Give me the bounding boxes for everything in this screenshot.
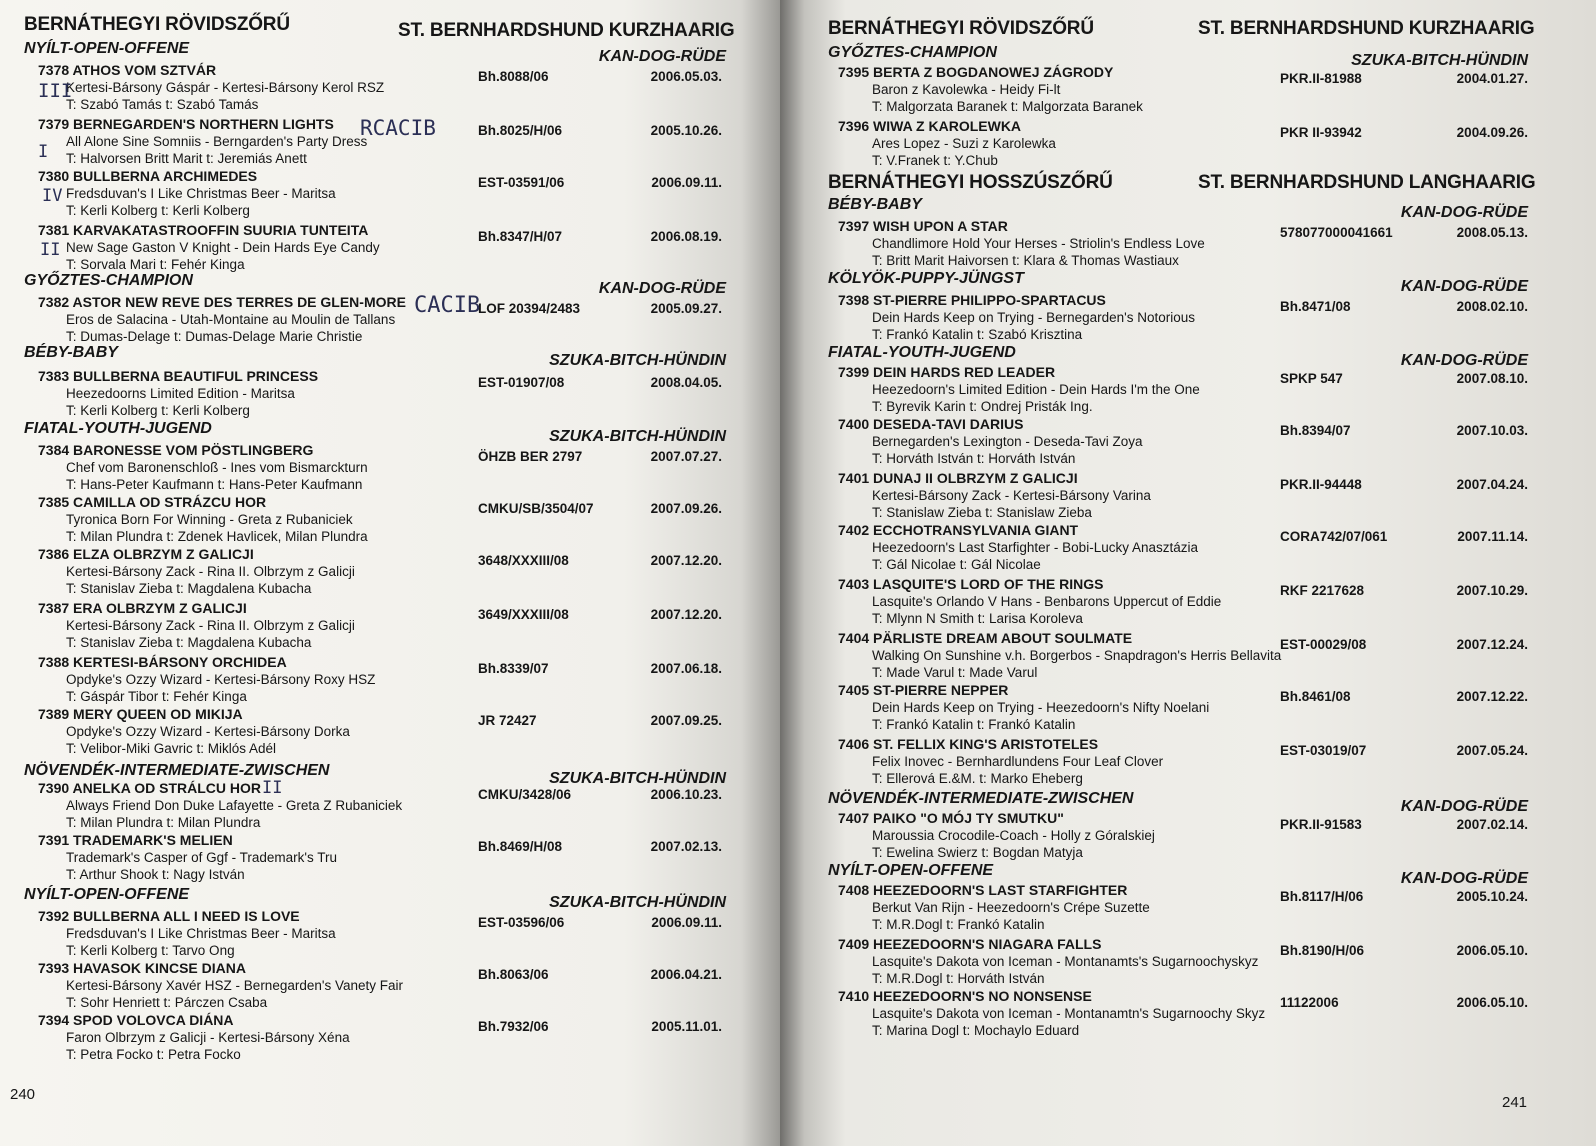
dog-name: 7391 TRADEMARK'S MELIEN: [38, 832, 233, 848]
dog-owners: T: Kerli Kolberg t: Kerli Kolberg: [66, 403, 250, 418]
birth-date: 2007.09.26.: [650, 501, 722, 516]
dog-name: 7390 ANELKA OD STRÁLCU HOR: [38, 780, 261, 796]
dog-parents: Tyronica Born For Winning - Greta z Rubaniciek: [66, 512, 353, 527]
dog-parents: Dein Hards Keep on Trying - Heezedoorn's Nifty Noelani: [872, 700, 1210, 715]
left-header-hu: BERNÁTHEGYI RÖVIDSZŐRŰ: [24, 14, 290, 35]
handwritten-mark: I: [38, 142, 49, 162]
registration-number: EST-03591/06: [478, 175, 565, 190]
dog-name: 7408 HEEZEDOORN'S LAST STARFIGHTER: [838, 882, 1128, 898]
dog-owners: T: Horváth István t: Horváth István: [872, 451, 1076, 466]
dog-name: 7400 DESEDA-TAVI DARIUS: [838, 416, 1024, 432]
handwritten-mark: II: [40, 240, 61, 260]
sex-heading: SZUKA-BITCH-HÜNDIN: [549, 428, 726, 445]
dog-name: 7382 ASTOR NEW REVE DES TERRES DE GLEN-MORE: [38, 294, 406, 310]
sex-heading: KAN-DOG-RÜDE: [598, 280, 726, 297]
birth-date: 2007.12.20.: [650, 607, 722, 622]
dog-name: 7410 HEEZEDOORN'S NO NONSENSE: [838, 988, 1092, 1004]
left-page: [0, 0, 780, 1146]
dog-name: 7406 ST. FELLIX KING'S ARISTOTELES: [838, 736, 1099, 752]
registration-number: 578077000041661: [1280, 225, 1393, 240]
dog-owners: T: Malgorzata Baranek t: Malgorzata Baranek: [872, 99, 1143, 114]
dog-owners: T: V.Franek t: Y.Chub: [872, 153, 998, 168]
birth-date: 2005.09.27.: [650, 301, 722, 316]
registration-number: EST-00029/08: [1280, 637, 1367, 652]
dog-parents: Fredsduvan's I Like Christmas Beer - Maritsa: [66, 926, 336, 941]
sex-heading: SZUKA-BITCH-HÜNDIN: [549, 894, 726, 911]
dog-owners: T: Frankó Katalin t: Szabó Krisztina: [872, 327, 1083, 342]
dog-name: 7386 ELZA OLBRZYM Z GALICJI: [38, 546, 254, 562]
class-heading: BÉBY-BABY: [828, 196, 922, 213]
dog-name: 7401 DUNAJ II OLBRZYM Z GALICJI: [838, 470, 1078, 486]
dog-name: 7388 KERTESI-BÁRSONY ORCHIDEA: [38, 654, 287, 670]
dog-parents: Kertesi-Bársony Zack - Rina II. Olbrzym z Galicji: [66, 564, 355, 579]
dog-parents: Dein Hards Keep on Trying - Bernegarden's Notorious: [872, 310, 1195, 325]
dog-owners: T: Byrevik Karin t: Ondrej Pristák Ing.: [872, 399, 1093, 414]
right-header2-hu: BERNÁTHEGYI HOSSZÚSZŐRŰ: [828, 172, 1113, 193]
dog-owners: T: Stanislav Zieba t: Magdalena Kubacha: [66, 635, 312, 650]
dog-parents: Heezedoorn's Limited Edition - Dein Hards I'm the One: [872, 382, 1200, 397]
dog-name: 7379 BERNEGARDEN'S NORTHERN LIGHTS: [38, 116, 334, 132]
birth-date: 2007.12.20.: [650, 553, 722, 568]
dog-parents: Chef vom Baronenschloß - Ines vom Bismarckturn: [66, 460, 368, 475]
birth-date: 2007.09.25.: [650, 713, 722, 728]
dog-parents: Kertesi-Bársony Gáspár - Kertesi-Bársony Kerol RSZ: [66, 80, 385, 95]
sex-heading: KAN-DOG-RÜDE: [1400, 870, 1528, 887]
class-heading: NÖVENDÉK-INTERMEDIATE-ZWISCHEN: [24, 762, 330, 779]
dog-owners: T: Stanislaw Zieba t: Stanislaw Zieba: [872, 505, 1092, 520]
birth-date: 2006.08.19.: [650, 229, 722, 244]
registration-number: EST-03019/07: [1280, 743, 1367, 758]
handwritten-mark: II: [262, 778, 283, 798]
birth-date: 2007.06.18.: [650, 661, 722, 676]
dog-owners: T: Szabó Tamás t: Szabó Tamás: [66, 97, 259, 112]
dog-owners: T: Made Varul t: Made Varul: [872, 665, 1038, 680]
dog-parents: Lasquite's Dakota von Iceman - Montanamts's Sugarnoochyskyz: [872, 954, 1259, 969]
birth-date: 2007.12.24.: [1456, 637, 1528, 652]
class-heading: NYÍLT-OPEN-OFFENE: [24, 40, 190, 57]
dog-name: 7380 BULLBERNA ARCHIMEDES: [38, 168, 258, 184]
birth-date: 2004.01.27.: [1456, 71, 1528, 86]
registration-number: PKR.II-81988: [1280, 71, 1362, 86]
class-heading: NÖVENDÉK-INTERMEDIATE-ZWISCHEN: [828, 790, 1134, 807]
birth-date: 2007.07.27.: [650, 449, 722, 464]
registration-number: 3649/XXXIII/08: [478, 607, 569, 622]
registration-number: PKR II-93942: [1280, 125, 1362, 140]
dog-name: 7397 WISH UPON A STAR: [838, 218, 1008, 234]
birth-date: 2007.11.14.: [1457, 529, 1528, 544]
birth-date: 2006.05.10.: [1456, 995, 1528, 1010]
dog-parents: Trademark's Casper of Ggf - Trademark's Tru: [66, 850, 337, 865]
page-number-right: 241: [1502, 1094, 1528, 1111]
dog-parents: Maroussia Crocodile-Coach - Holly z Góralskiej: [872, 828, 1155, 843]
birth-date: 2006.09.11.: [651, 175, 722, 190]
dog-owners: T: Ewelina Swierz t: Bogdan Matyja: [872, 845, 1083, 860]
registration-number: PKR.II-94448: [1280, 477, 1362, 492]
dog-parents: Walking On Sunshine v.h. Borgerbos - Snapdragon's Herris Bellavita: [872, 648, 1282, 663]
registration-number: 11122006: [1280, 995, 1339, 1010]
registration-number: Bh.8471/08: [1280, 299, 1351, 314]
sex-heading: KAN-DOG-RÜDE: [598, 48, 726, 65]
dog-owners: T: Sohr Henriett t: Párczen Csaba: [66, 995, 268, 1010]
birth-date: 2007.04.24.: [1456, 477, 1528, 492]
dog-parents: Bernegarden's Lexington - Deseda-Tavi Zoya: [872, 434, 1143, 449]
class-heading: KÖLYÖK-PUPPY-JÜNGST: [828, 270, 1024, 287]
dog-parents: Eros de Salacina - Utah-Montaine au Moulin de Tallans: [66, 312, 396, 327]
dog-parents: Baron z Kavolewka - Heidy Fi-lt: [872, 82, 1061, 97]
registration-number: CMKU/3428/06: [478, 787, 572, 802]
dog-owners: T: Milan Plundra t: Milan Plundra: [66, 815, 261, 830]
dog-owners: T: Kerli Kolberg t: Kerli Kolberg: [66, 203, 250, 218]
class-heading: FIATAL-YOUTH-JUGEND: [24, 420, 212, 437]
dog-parents: Chandlimore Hold Your Herses - Striolin's Endless Love: [872, 236, 1205, 251]
dog-owners: T: Halvorsen Britt Marit t: Jeremiás Anett: [66, 151, 307, 166]
dog-parents: Lasquite's Orlando V Hans - Benbarons Uppercut of Eddie: [872, 594, 1222, 609]
dog-parents: Lasquite's Dakota von Iceman - Montanamtn's Sugarnoochy Skyz: [872, 1006, 1266, 1021]
class-heading: GYŐZTES-CHAMPION: [828, 44, 997, 61]
dog-name: 7383 BULLBERNA BEAUTIFUL PRINCESS: [38, 368, 319, 384]
dog-parents: Opdyke's Ozzy Wizard - Kertesi-Bársony Dorka: [66, 724, 350, 739]
sex-heading: KAN-DOG-RÜDE: [1400, 798, 1528, 815]
birth-date: 2006.04.21.: [650, 967, 722, 982]
registration-number: EST-01907/08: [478, 375, 565, 390]
handwritten-mark: RCACIB: [360, 116, 436, 140]
birth-date: 2006.09.11.: [651, 915, 722, 930]
dog-parents: All Alone Sine Somniis - Berngarden's Party Dress: [66, 134, 368, 149]
dog-owners: T: Ellerová E.&M. t: Marko Eheberg: [872, 771, 1083, 786]
dog-owners: T: Marina Dogl t: Mochaylo Eduard: [872, 1023, 1080, 1038]
birth-date: 2006.05.03.: [650, 69, 722, 84]
birth-date: 2007.02.13.: [650, 839, 722, 854]
dog-name: 7399 DEIN HARDS RED LEADER: [838, 364, 1056, 380]
birth-date: 2008.05.13.: [1456, 225, 1528, 240]
class-heading: NYÍLT-OPEN-OFFENE: [24, 886, 190, 903]
registration-number: Bh.8088/06: [478, 69, 549, 84]
registration-number: EST-03596/06: [478, 915, 565, 930]
dog-owners: T: Frankó Katalin t: Frankó Katalin: [872, 717, 1076, 732]
dog-parents: Kertesi-Bársony Xavér HSZ - Bernegarden's Vanety Fair: [66, 978, 403, 993]
sex-heading: KAN-DOG-RÜDE: [1400, 204, 1528, 221]
dog-owners: T: Britt Marit Haivorsen t: Klara & Thomas Wastiaux: [872, 253, 1179, 268]
sex-heading: KAN-DOG-RÜDE: [1400, 278, 1528, 295]
dog-name: 7398 ST-PIERRE PHILIPPO-SPARTACUS: [838, 292, 1106, 308]
dog-name: 7385 CAMILLA OD STRÁZCU HOR: [38, 494, 267, 510]
dog-owners: T: Petra Focko t: Petra Focko: [66, 1047, 241, 1062]
class-heading: FIATAL-YOUTH-JUGEND: [828, 344, 1016, 361]
dog-owners: T: Milan Plundra t: Zdenek Havlicek, Milan Plundra: [66, 529, 368, 544]
dog-name: 7407 PAIKO "O MÓJ TY SMUTKU": [838, 810, 1064, 826]
registration-number: Bh.8190/H/06: [1280, 943, 1365, 958]
dog-name: 7405 ST-PIERRE NEPPER: [838, 682, 1009, 698]
dog-parents: Faron Olbrzym z Galicji - Kertesi-Bársony Xéna: [66, 1030, 350, 1045]
birth-date: 2005.10.24.: [1456, 889, 1528, 904]
dog-name: 7394 SPOD VOLOVCA DIÁNA: [38, 1012, 234, 1028]
dog-name: 7403 LASQUITE'S LORD OF THE RINGS: [838, 576, 1104, 592]
class-heading: GYŐZTES-CHAMPION: [24, 272, 193, 289]
dog-name: 7409 HEEZEDOORN'S NIAGARA FALLS: [838, 936, 1102, 952]
class-heading: NYÍLT-OPEN-OFFENE: [828, 862, 994, 879]
dog-owners: T: M.R.Dogl t: Frankó Katalin: [872, 917, 1045, 932]
dog-owners: T: M.R.Dogl t: Horváth István: [872, 971, 1045, 986]
right-header2-de: ST. BERNHARDSHUND LANGHAARIG: [1198, 172, 1536, 193]
registration-number: Bh.8117/H/06: [1280, 889, 1364, 904]
dog-name: 7387 ERA OLBRZYM Z GALICJI: [38, 600, 247, 616]
dog-parents: Kertesi-Bársony Zack - Rina II. Olbrzym z Galicji: [66, 618, 355, 633]
birth-date: 2007.10.03.: [1456, 423, 1528, 438]
dog-parents: Heezedoorn's Last Starfighter - Bobi-Lucky Anasztázia: [872, 540, 1198, 555]
dog-name: 7381 KARVAKATASTROOFFIN SUURIA TUNTEITA: [38, 222, 369, 238]
registration-number: ÖHZB BER 2797: [478, 449, 583, 464]
dog-parents: Always Friend Don Duke Lafayette - Greta Z Rubaniciek: [66, 798, 403, 813]
birth-date: 2005.11.01.: [651, 1019, 722, 1034]
registration-number: CORA742/07/061: [1280, 529, 1388, 544]
registration-number: PKR.II-91583: [1280, 817, 1362, 832]
birth-date: 2008.04.05.: [650, 375, 722, 390]
dog-owners: T: Mlynn N Smith t: Larisa Koroleva: [872, 611, 1083, 626]
birth-date: 2007.10.29.: [1456, 583, 1528, 598]
dog-parents: Ares Lopez - Suzi z Karolewka: [872, 136, 1056, 151]
dog-owners: T: Velibor-Miki Gavric t: Miklós Adél: [66, 741, 277, 756]
registration-number: Bh.8339/07: [478, 661, 549, 676]
dog-owners: T: Stanislav Zieba t: Magdalena Kubacha: [66, 581, 312, 596]
birth-date: 2006.05.10.: [1456, 943, 1528, 958]
registration-number: Bh.8025/H/06: [478, 123, 563, 138]
registration-number: Bh.7932/06: [478, 1019, 549, 1034]
dog-owners: T: Hans-Peter Kaufmann t: Hans-Peter Kaufmann: [66, 477, 363, 492]
dog-owners: T: Kerli Kolberg t: Tarvo Ong: [66, 943, 235, 958]
birth-date: 2007.05.24.: [1456, 743, 1528, 758]
birth-date: 2008.02.10.: [1456, 299, 1528, 314]
birth-date: 2007.12.22.: [1456, 689, 1528, 704]
dog-name: 7396 WIWA Z KAROLEWKA: [838, 118, 1022, 134]
birth-date: 2006.10.23.: [650, 787, 722, 802]
birth-date: 2004.09.26.: [1456, 125, 1528, 140]
dog-parents: Heezedoorns Limited Edition - Maritsa: [66, 386, 295, 401]
sex-heading: SZUKA-BITCH-HÜNDIN: [549, 352, 726, 369]
dog-parents: Berkut Van Rijn - Heezedoorn's Crépe Suzette: [872, 900, 1150, 915]
registration-number: SPKP 547: [1280, 371, 1343, 386]
registration-number: CMKU/SB/3504/07: [478, 501, 594, 516]
handwritten-mark: III: [38, 80, 73, 102]
dog-owners: T: Gál Nicolae t: Gál Nicolae: [872, 557, 1041, 572]
birth-date: 2007.08.10.: [1456, 371, 1528, 386]
class-heading: BÉBY-BABY: [24, 344, 118, 361]
left-header-de: ST. BERNHARDSHUND KURZHAARIG: [398, 20, 735, 41]
dog-name: 7378 ATHOS VOM SZTVÁR: [38, 62, 217, 78]
registration-number: LOF 20394/2483: [478, 301, 581, 316]
dog-parents: New Sage Gaston V Knight - Dein Hards Eye Candy: [66, 240, 380, 255]
registration-number: Bh.8394/07: [1280, 423, 1351, 438]
page-number-left: 240: [10, 1086, 36, 1103]
sex-heading: KAN-DOG-RÜDE: [1400, 352, 1528, 369]
registration-number: JR 72427: [478, 713, 537, 728]
dog-name: 7395 BERTA Z BOGDANOWEJ ZÁGRODY: [838, 64, 1114, 80]
dog-name: 7392 BULLBERNA ALL I NEED IS LOVE: [38, 908, 300, 924]
handwritten-mark: CACIB: [414, 293, 481, 318]
registration-number: Bh.8347/H/07: [478, 229, 563, 244]
registration-number: Bh.8461/08: [1280, 689, 1351, 704]
sex-heading: SZUKA-BITCH-HÜNDIN: [1351, 52, 1528, 69]
birth-date: 2005.10.26.: [650, 123, 722, 138]
dog-parents: Felix Inovec - Bernhardlundens Four Leaf Clover: [872, 754, 1164, 769]
dog-name: 7393 HAVASOK KINCSE DIANA: [38, 960, 246, 976]
dog-owners: T: Dumas-Delage t: Dumas-Delage Marie Christie: [66, 329, 363, 344]
dog-name: 7384 BARONESSE VOM PÖSTLINGBERG: [38, 442, 314, 458]
right-header-hu: BERNÁTHEGYI RÖVIDSZŐRŰ: [828, 18, 1094, 39]
dog-parents: Fredsduvan's I Like Christmas Beer - Maritsa: [66, 186, 336, 201]
right-header-de: ST. BERNHARDSHUND KURZHAARIG: [1198, 18, 1535, 39]
dog-owners: T: Gáspár Tibor t: Fehér Kinga: [66, 689, 247, 704]
birth-date: 2007.02.14.: [1456, 817, 1528, 832]
handwritten-mark: IV: [42, 186, 63, 206]
dog-name: 7404 PÄRLISTE DREAM ABOUT SOULMATE: [838, 630, 1133, 646]
sex-heading: SZUKA-BITCH-HÜNDIN: [549, 770, 726, 787]
dog-name: 7402 ECCHOTRANSYLVANIA GIANT: [838, 522, 1079, 538]
dog-name: 7389 MERY QUEEN OD MIKIJA: [38, 706, 243, 722]
right-page: [780, 0, 1596, 1146]
registration-number: 3648/XXXIII/08: [478, 553, 569, 568]
dog-parents: Kertesi-Bársony Zack - Kertesi-Bársony Varina: [872, 488, 1151, 503]
dog-owners: T: Sorvala Mari t: Fehér Kinga: [66, 257, 245, 272]
registration-number: RKF 2217628: [1280, 583, 1365, 598]
registration-number: Bh.8063/06: [478, 967, 549, 982]
dog-owners: T: Arthur Shook t: Nagy István: [66, 867, 245, 882]
dog-parents: Opdyke's Ozzy Wizard - Kertesi-Bársony Roxy HSZ: [66, 672, 376, 687]
registration-number: Bh.8469/H/08: [478, 839, 563, 854]
